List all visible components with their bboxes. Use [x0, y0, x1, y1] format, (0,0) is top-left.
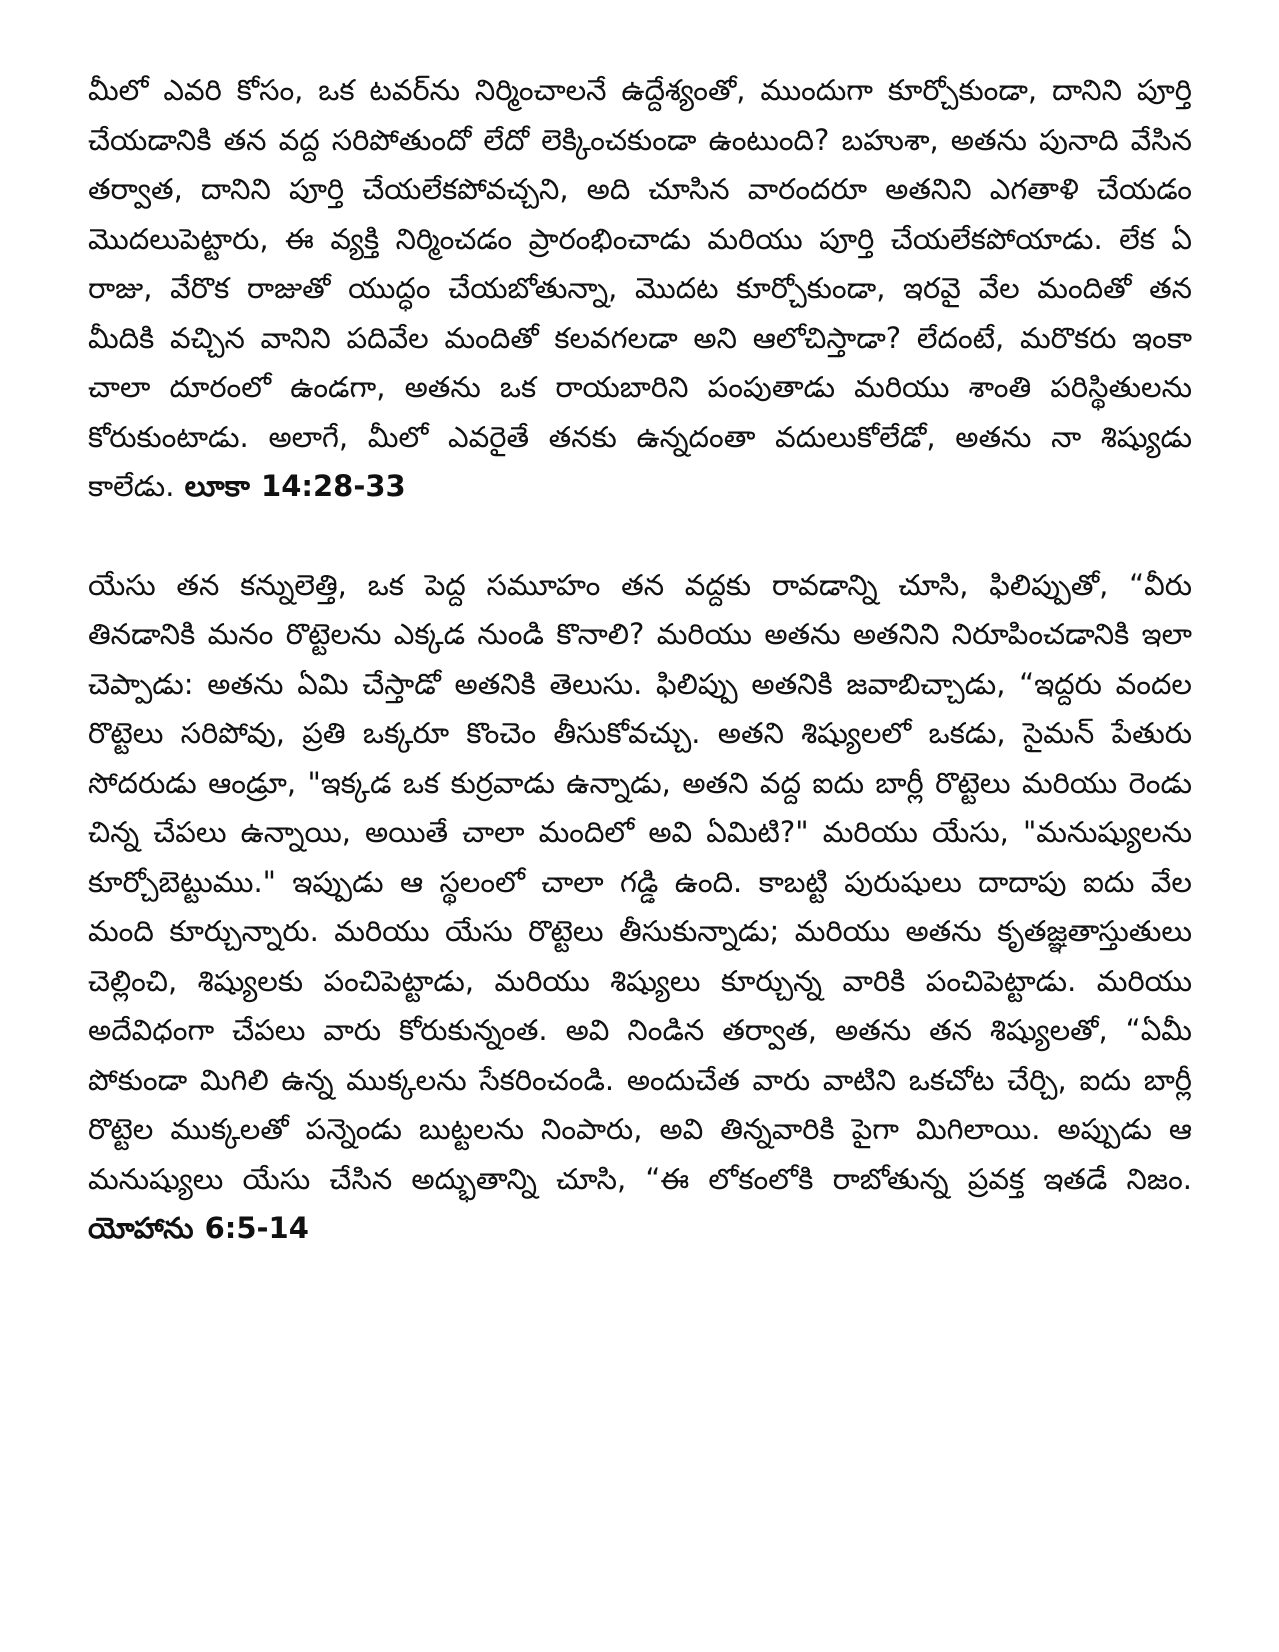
scripture-reference-john: యోహాను 6:5-14: [88, 1211, 309, 1245]
passage-luke: [88, 66, 1192, 512]
passage-john-text: యేసు తన కన్నులెత్తి, ఒక పెద్ద సమూహం తన వద్దకు రావడాన్ని చూసి, ఫిలిప్పుతో, “వీరు తినడానికి మనం రొట్టెలను ఎక్కడ నుండి కొనాలి? మరియు అతను అతనిని నిరూపించడానికి ఇలా చెప్పాడు: అతను ఏమి చేస్తాడో అతనికి తెలుసు. ఫిలిప్పు అతనికి జవాబిచ్చాడు, “ఇద్దరు వందల రొట్టెలు సరిపోవు, ప్రతి ఒక్కరూ కొంచెం తీసుకోవచ్చు. అతని శిష్యులలో ఒకడు, సైమన్ పేతురు సోదరుడు ఆండ్రూ, "ఇక్కడ ఒక కుర్రవాడు ఉన్నాడు, అతని వద్ద ఐదు బార్లీ రొట్టెలు మరియు రెండు చిన్న చేపలు ఉన్నాయి, అయితే చాలా మందిలో అవి ఏమిటి?" మరియు యేసు, "మనుష్యులను కూర్చోబెట్టుము." ఇప్పుడు ఆ స్థలంలో చాలా గడ్డి ఉంది. కాబట్టి పురుషులు దాదాపు ఐదు వేల మంది కూర్చున్నారు. మరియు యేసు రొట్టెలు తీసుకున్నాడు; మరియు అతను కృతజ్ఞతాస్తుతులు చెల్లించి, శిష్యులకు పంచిపెట్టాడు, మరియు శిష్యులు కూర్చున్న వారికి పంచిపెట్టాడు. మరియు అదేవిధంగా చేపలు వారు కోరుకున్నంత. అవి నిండిన తర్వాత, అతను తన శిష్యులతో, “ఏమీ పోకుండా మిగిలి ఉన్న ముక్కలను సేకరించండి. అందుచేత వారు వాటిని ఒకచోట చేర్చి, ఐదు బార్లీ రొట్టెల ముక్కలతో పన్నెండు బుట్టలను నింపారు, అవి తిన్నవారికి పైగా మిగిలాయి. అప్పుడు ఆ మనుష్యులు యేసు చేసిన అద్భుతాన్ని చూసి, “ఈ లోకంలోకి రాబోతున్న ప్రవక్త ఇతడే నిజం.: [88, 567, 1192, 1196]
scripture-reference-luke: లూకా 14:28-33: [184, 469, 406, 503]
passage-john: [88, 561, 1192, 1254]
document-page: [88, 66, 1192, 1254]
passage-luke-text: మీలో ఎవరి కోసం, ఒక టవర్‌ను నిర్మించాలనే ఉద్దేశ్యంతో, ముందుగా కూర్చోకుండా, దానిని పూర్తి చేయడానికి తన వద్ద సరిపోతుందో లేదో లెక్కించకుండా ఉంటుంది? బహుశా, అతను పునాది వేసిన తర్వాత, దానిని పూర్తి చేయలేకపోవచ్చని, అది చూసిన వారందరూ అతనిని ఎగతాళి చేయడం మొదలుపెట్టారు, ఈ వ్యక్తి నిర్మించడం ప్రారంభించాడు మరియు పూర్తి చేయలేకపోయాడు. లేక ఏ రాజు, వేరొక రాజుతో యుద్ధం చేయబోతున్నా, మొదట కూర్చోకుండా, ఇరవై వేల మందితో తన మీదికి వచ్చిన వానిని పదివేల మందితో కలవగలడా అని ఆలోచిస్తాడా? లేదంటే, మరొకరు ఇంకా చాలా దూరంలో ఉండగా, అతను ఒక రాయబారిని పంపుతాడు మరియు శాంతి పరిస్థితులను కోరుకుంటాడు. అలాగే, మీలో ఎవరైతే తనకు ఉన్నదంతా వదులుకోలేడో, అతను నా శిష్యుడు కాలేడు.: [88, 73, 1192, 503]
